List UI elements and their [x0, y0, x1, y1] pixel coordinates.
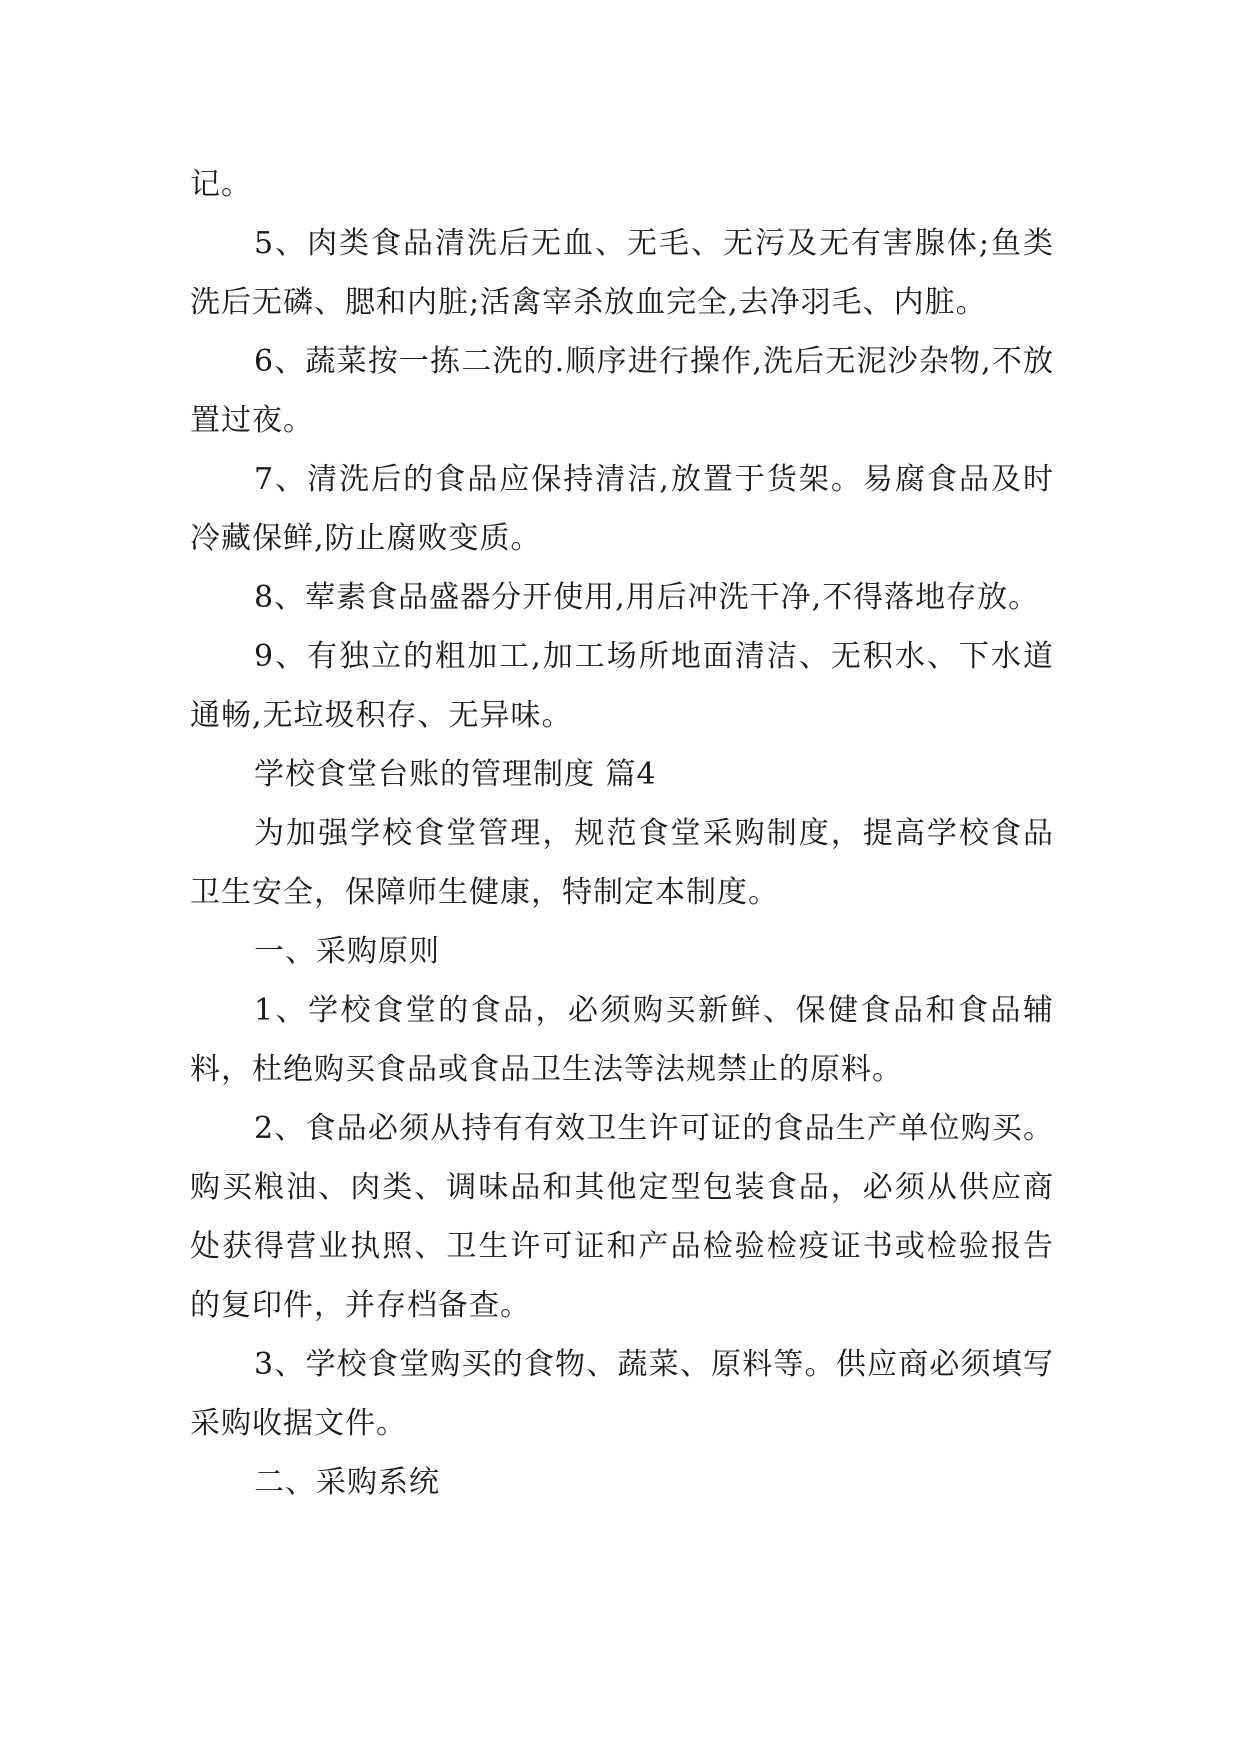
paragraph-intro: 为加强学校食堂管理，规范食堂采购制度，提高学校食品卫生安全，保障师生健康，特制定本制度。: [190, 816, 1054, 910]
paragraph-continuation: 记。: [190, 167, 252, 202]
paragraph-item-7: 7、清洗后的食品应保持清洁,放置于货架。易腐食品及时冷藏保鲜,防止腐败变质。: [190, 462, 1054, 556]
document-body: [190, 155, 1054, 1512]
section-heading: 学校食堂台账的管理制度 篇4: [254, 757, 657, 792]
subheading-purchase-principles: 一、采购原则: [254, 934, 440, 969]
subheading-purchase-system: 二、采购系统: [254, 1465, 440, 1500]
paragraph-item-9: 9、有独立的粗加工,加工场所地面清洁、无积水、下水道通畅,无垃圾积存、无异味。: [190, 639, 1054, 733]
paragraph-item-8: 8、荤素食品盛器分开使用,用后冲洗干净,不得落地存放。: [254, 580, 1040, 615]
paragraph-principle-2: 2、食品必须从持有有效卫生许可证的食品生产单位购买。购买粮油、肉类、调味品和其他定型包装食品，必须从供应商处获得营业执照、卫生许可证和产品检验检疫证书或检验报告的复印件，并存档备查。: [190, 1111, 1054, 1323]
paragraph-item-6: 6、蔬菜按一拣二洗的.顺序进行操作,洗后无泥沙杂物,不放置过夜。: [190, 344, 1054, 438]
paragraph-principle-3: 3、学校食堂购买的食物、蔬菜、原料等。供应商必须填写采购收据文件。: [190, 1347, 1054, 1441]
paragraph-item-5: 5、肉类食品清洗后无血、无毛、无污及无有害腺体;鱼类洗后无磷、腮和内脏;活禽宰杀放血完全,去净羽毛、内脏。: [190, 226, 1054, 320]
paragraph-principle-1: 1、学校食堂的食品，必须购买新鲜、保健食品和食品辅料，杜绝购买食品或食品卫生法等法规禁止的原料。: [190, 993, 1054, 1087]
